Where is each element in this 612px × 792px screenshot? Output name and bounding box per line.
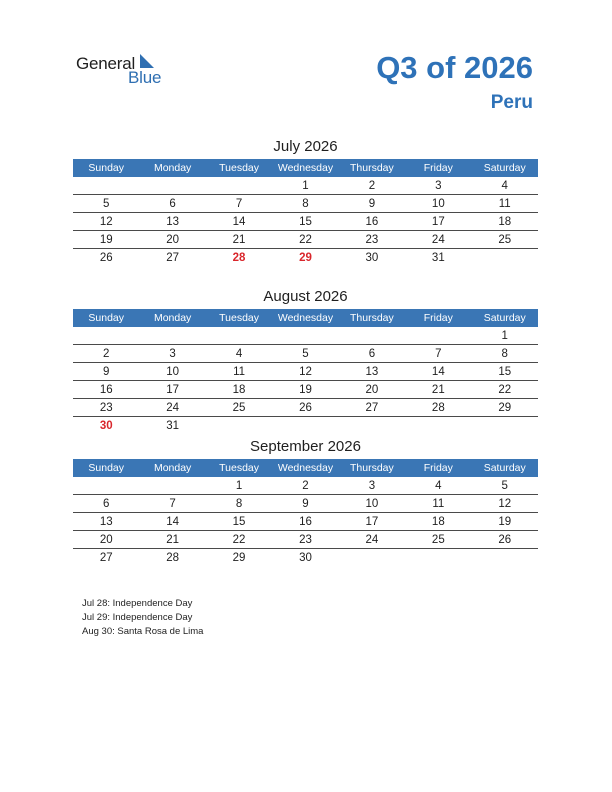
day-cell: 23 [365,234,379,246]
day-cell [405,327,471,344]
day-cell: 18 [232,384,246,396]
day-cell: 27 [166,252,180,264]
day-cell [339,549,405,566]
day-cell: 17 [431,216,445,228]
day-cell [272,417,338,434]
day-cell: 20 [365,384,379,396]
week-row [73,213,538,231]
week-row [73,513,538,531]
day-cell: 14 [431,366,445,378]
week-row [73,345,538,363]
day-cell: 1 [501,330,508,342]
day-cell: 5 [302,348,309,360]
week-row [73,363,538,381]
day-cell: 26 [498,534,512,546]
day-cell: 27 [365,402,379,414]
week-row [73,195,538,213]
day-cell [272,327,338,344]
logo-text-general: General [76,54,136,73]
day-cell [405,417,471,434]
day-cell: 4 [435,480,442,492]
weekday-label: Monday [153,312,192,324]
weekday-label: Sunday [88,162,125,174]
weekday-label: Thursday [350,162,394,174]
week-row [73,399,538,417]
day-cell: 16 [299,516,312,528]
day-cell: 29 [232,552,246,564]
week-row [73,231,538,249]
day-cell [139,177,205,194]
day-cell: 19 [498,516,512,528]
holiday-note: Aug 30: Santa Rosa de Lima [82,626,204,637]
brand-logo [76,52,176,88]
day-cell [73,327,139,344]
day-cell: 31 [431,252,445,264]
day-cell: 24 [166,402,180,414]
day-cell: 11 [432,498,445,510]
logo-text-blue: Blue [128,68,162,87]
day-cell: 4 [235,348,243,360]
day-cell: 25 [498,234,512,246]
day-cell: 3 [169,348,176,360]
weekday-header [73,459,538,477]
month-title: September 2026 [250,438,361,455]
week-row [73,249,538,266]
day-cell: 30 [299,552,312,564]
country-name: Peru [490,92,533,113]
day-cell: 20 [99,534,113,546]
weekday-label: Friday [423,462,453,474]
day-cell: 12 [498,498,512,510]
day-cell: 25 [232,402,246,414]
day-cell: 14 [232,216,246,228]
weekday-label: Thursday [350,462,394,474]
day-cell: 9 [368,198,376,210]
weekday-header [73,159,538,177]
day-cell: 6 [169,198,176,210]
day-cell: 16 [99,384,113,396]
day-cell: 22 [498,384,512,396]
day-cell: 24 [431,234,445,246]
day-cell: 13 [365,366,379,378]
month-july [73,136,538,266]
weekday-label: Saturday [483,162,526,174]
day-cell [472,417,538,434]
day-cell: 29 [498,402,512,414]
day-cell [472,549,538,566]
week-row [73,531,538,549]
page-title: Q3 of 2026 [376,50,533,85]
weekday-label: Monday [153,462,192,474]
day-cell: 2 [368,180,376,192]
day-cell: 1 [302,180,309,192]
day-cell: 23 [299,534,312,546]
weekday-label: Tuesday [219,312,259,324]
day-cell: 30 [365,252,379,264]
day-cell: 28 [232,252,246,264]
day-cell: 11 [233,366,246,378]
day-cell: 6 [368,348,376,360]
day-cell: 9 [103,366,110,378]
day-cell: 19 [99,234,113,246]
month-title: August 2026 [263,288,348,305]
day-cell: 15 [232,516,246,528]
day-cell [206,327,272,344]
month-august [73,286,538,434]
day-cell: 9 [302,498,309,510]
weekday-label: Tuesday [219,462,259,474]
weekday-header [73,309,538,327]
day-cell: 29 [299,252,312,264]
day-cell: 7 [169,498,176,510]
day-cell: 6 [103,498,110,510]
day-cell [73,177,139,194]
day-cell [472,249,538,266]
day-cell: 13 [166,216,180,228]
day-cell: 2 [302,480,309,492]
day-cell [339,417,405,434]
day-cell [139,477,205,494]
day-cell [206,417,272,434]
day-cell: 25 [431,534,445,546]
weekday-label: Sunday [88,462,125,474]
day-cell: 3 [368,480,376,492]
weekday-label: Tuesday [219,162,259,174]
holiday-note: Jul 28: Independence Day [82,598,193,609]
weekday-label: Wednesday [277,162,334,174]
weekday-label: Wednesday [277,312,334,324]
logo-triangle-icon [140,54,154,68]
day-cell [339,327,405,344]
day-cell: 27 [99,552,113,564]
day-cell: 22 [232,534,246,546]
day-cell: 3 [435,180,442,192]
day-cell: 23 [99,402,113,414]
day-cell: 2 [103,348,110,360]
weekday-label: Friday [423,312,453,324]
day-cell: 14 [166,516,180,528]
day-cell: 13 [99,516,113,528]
week-row [73,177,538,195]
day-cell [206,177,272,194]
day-cell: 5 [501,480,508,492]
day-cell: 8 [501,348,508,360]
day-cell: 30 [99,420,113,432]
day-cell: 18 [498,216,512,228]
day-cell: 1 [235,480,243,492]
day-cell: 28 [431,402,445,414]
day-cell: 20 [166,234,180,246]
day-cell: 10 [365,498,379,510]
day-cell: 17 [365,516,379,528]
day-cell: 4 [501,180,508,192]
weekday-label: Thursday [350,312,394,324]
week-row [73,549,538,566]
day-cell: 15 [498,366,512,378]
day-cell: 21 [431,384,445,396]
day-cell: 26 [99,252,113,264]
day-cell: 19 [299,384,312,396]
day-cell: 31 [166,420,180,432]
weekday-label: Wednesday [277,462,334,474]
day-cell: 5 [103,198,110,210]
day-cell: 7 [435,348,442,360]
day-cell: 17 [166,384,180,396]
month-september [73,436,538,566]
day-cell: 15 [299,216,312,228]
day-cell: 18 [431,516,445,528]
day-cell: 8 [235,498,243,510]
day-cell: 26 [299,402,312,414]
week-row [73,495,538,513]
day-cell: 12 [299,366,312,378]
day-cell: 10 [166,366,180,378]
week-row [73,477,538,495]
week-row [73,327,538,345]
day-cell: 24 [365,534,379,546]
day-cell: 11 [498,198,511,210]
week-row [73,417,538,434]
weekday-label: Saturday [483,312,526,324]
holiday-note: Jul 29: Independence Day [82,612,193,623]
day-cell: 21 [232,234,246,246]
weekday-label: Sunday [88,312,125,324]
holiday-notes [82,597,203,639]
day-cell: 28 [166,552,180,564]
day-cell: 21 [166,534,180,546]
month-title: July 2026 [273,138,338,155]
week-row [73,381,538,399]
day-cell: 8 [302,198,309,210]
day-cell: 7 [235,198,243,210]
weekday-label: Saturday [483,462,526,474]
weekday-label: Monday [153,162,192,174]
weekday-label: Friday [423,162,453,174]
day-cell [139,327,205,344]
day-cell [73,477,139,494]
day-cell: 12 [99,216,113,228]
day-cell: 22 [299,234,312,246]
day-cell: 16 [365,216,379,228]
day-cell [405,549,471,566]
day-cell: 10 [431,198,445,210]
